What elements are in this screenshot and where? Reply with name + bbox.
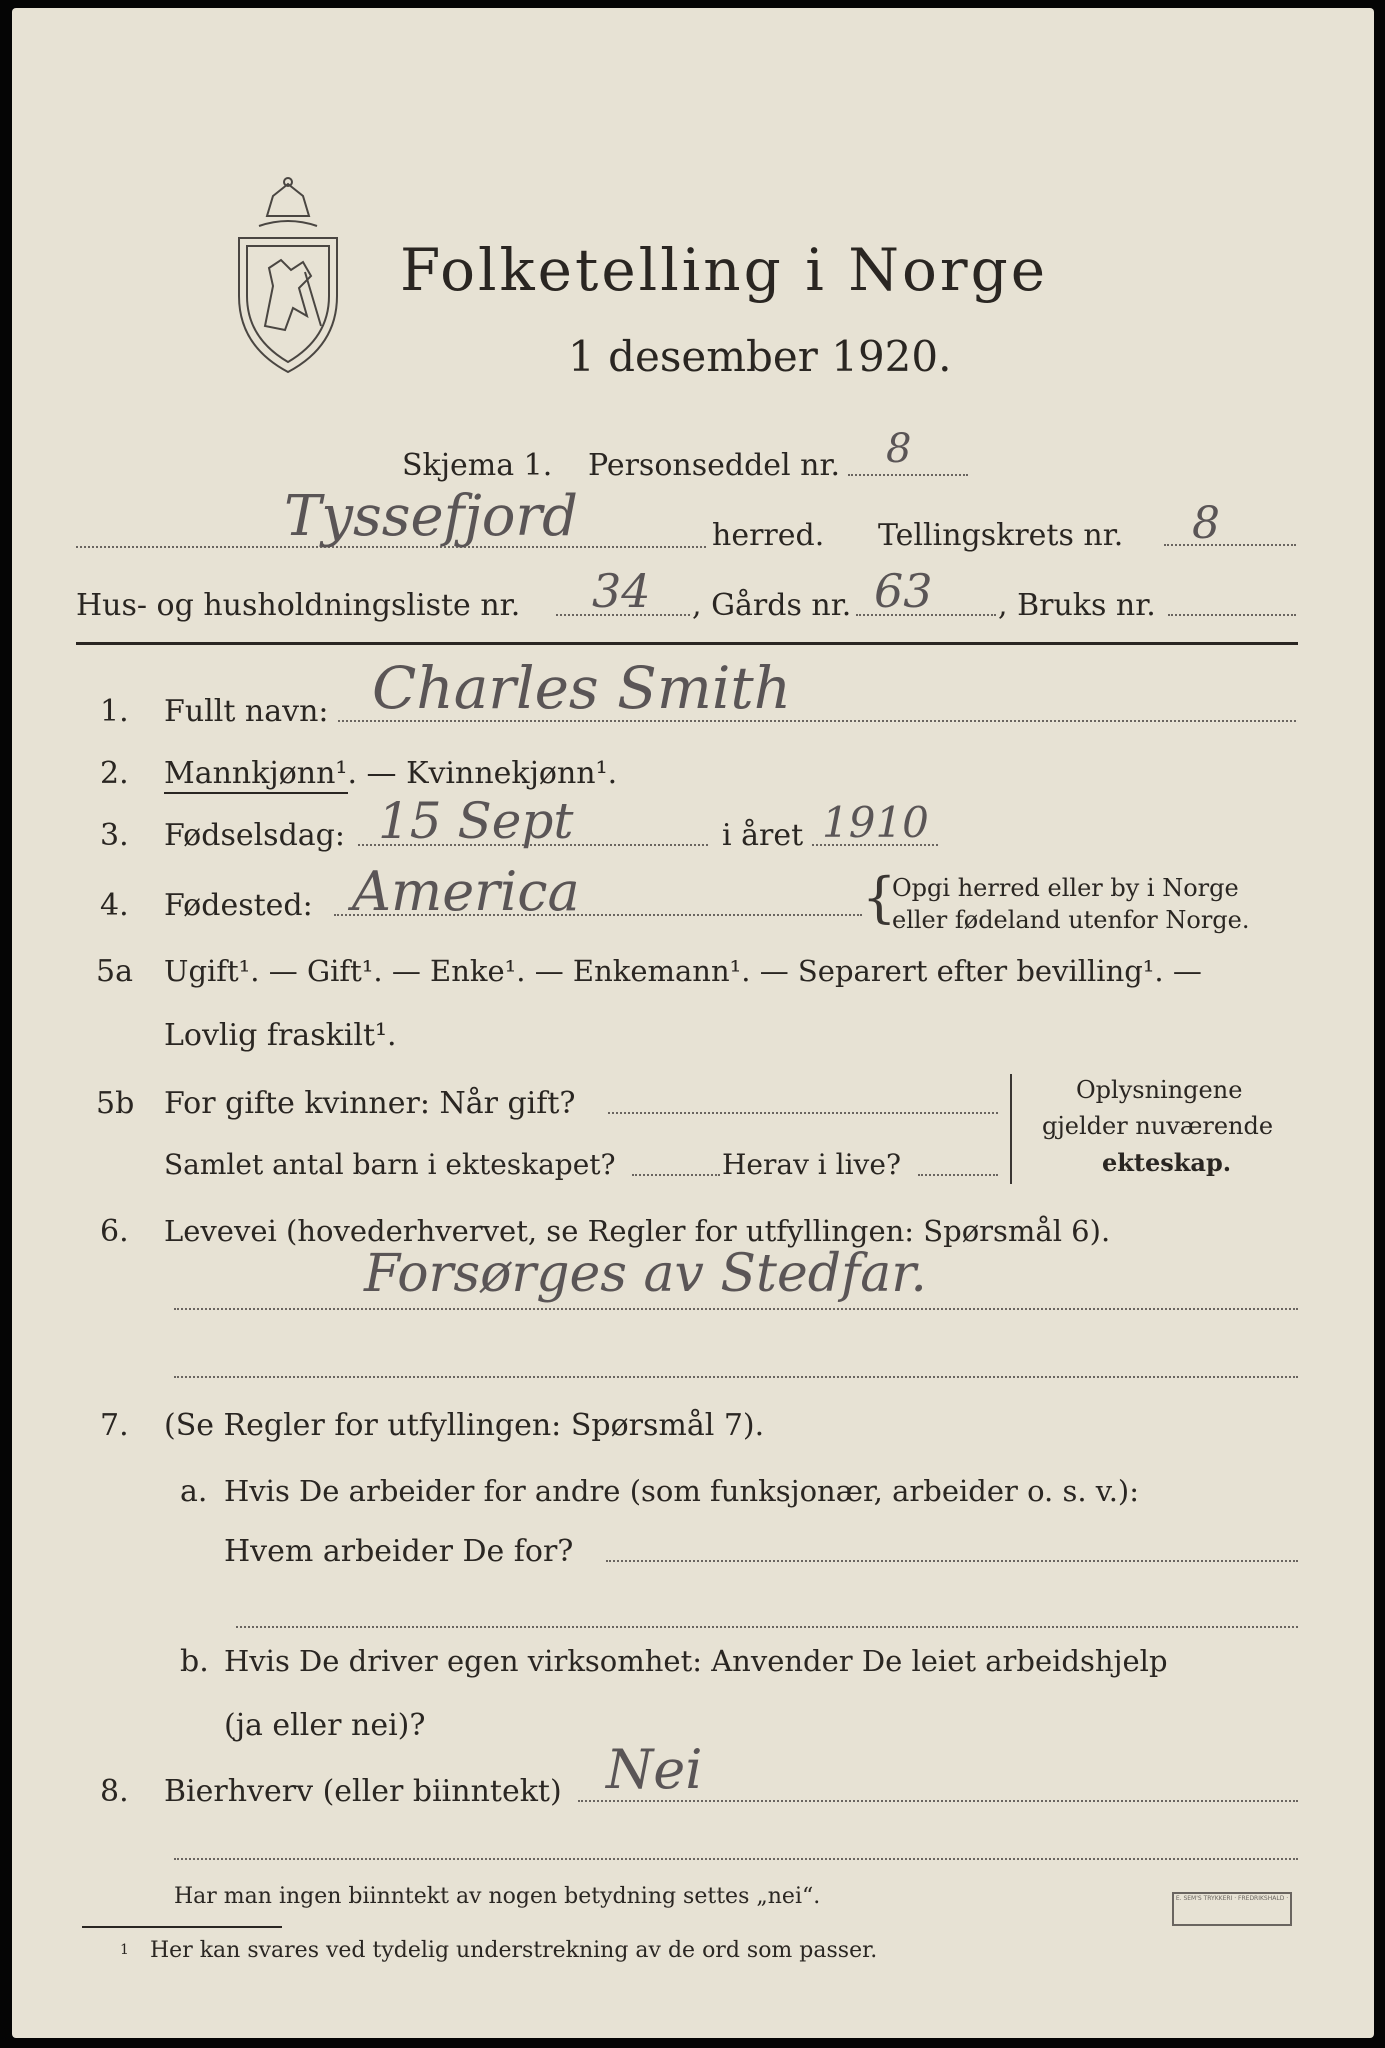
q2-number: 2. [100, 756, 129, 791]
footer-note: Har man ingen biinntekt av nogen betydning settes „nei“. [174, 1884, 821, 1909]
q4-note-line2: eller fødeland utenfor Norge. [892, 906, 1250, 934]
form-title: Folketelling i Norge [400, 236, 1049, 304]
gards-value: 63 [874, 564, 933, 618]
q5a-line2: Lovlig fraskilt¹. [164, 1018, 397, 1053]
q2-underline [164, 792, 348, 794]
q5b-alive-line [918, 1174, 998, 1176]
q5b-label1: For gifte kvinner: Når gift? [164, 1086, 576, 1121]
q5b-married-line [608, 1112, 998, 1114]
q7a-line2 [236, 1626, 1298, 1628]
gards-label: , Gårds nr. [692, 588, 852, 623]
q3-value: 15 Sept [378, 792, 574, 850]
q8-line2 [174, 1858, 1298, 1860]
q5b-bracket [1010, 1074, 1012, 1184]
q7a-number: a. [180, 1474, 208, 1509]
q5b-children-line [632, 1174, 720, 1176]
q3-number: 3. [100, 818, 129, 853]
footnote-divider [82, 1926, 282, 1928]
q5a-number: 5a [96, 954, 133, 989]
form-date: 1 desember 1920. [568, 332, 952, 381]
q7a-line1 [606, 1560, 1298, 1562]
census-form [12, 8, 1374, 2038]
q7b-label2: (ja eller nei)? [224, 1708, 426, 1743]
q5b-note-line1: Oplysningene [1076, 1076, 1243, 1104]
q8-label: Bierhverv (eller biinntekt) [164, 1774, 562, 1809]
q8-number: 8. [100, 1774, 129, 1809]
hus-label: Hus- og husholdningsliste nr. [76, 588, 521, 623]
q6-number: 6. [100, 1214, 129, 1249]
q5b-note-line3: ekteskap. [1102, 1148, 1232, 1177]
q1-label: Fullt navn: [164, 694, 329, 729]
q7a-label2: Hvem arbeider De for? [224, 1534, 574, 1569]
header-divider [76, 642, 1298, 645]
q7-label: (Se Regler for utfyllingen: Spørsmål 7). [164, 1408, 765, 1443]
q1-value: Charles Smith [372, 654, 792, 722]
q6-label: Levevei (hovederhvervet, se Regler for utfyllingen: Spørsmål 6). [164, 1214, 1111, 1248]
q4-brace: { [862, 866, 897, 929]
coat-of-arms-icon [229, 176, 347, 376]
tellingskrets-line [1164, 544, 1296, 546]
q5b-number: 5b [96, 1086, 135, 1121]
q4-number: 4. [100, 888, 129, 923]
q5b-note-line2: gjelder nuværende [1042, 1112, 1274, 1140]
personseddel-label: Personseddel nr. [588, 448, 841, 483]
q3-label: Fødselsdag: [164, 818, 345, 853]
q7-number: 7. [100, 1408, 129, 1443]
herred-value: Tyssefjord [284, 484, 579, 549]
bruks-line [1168, 614, 1296, 616]
hus-value: 34 [592, 564, 651, 618]
personseddel-value: 8 [886, 426, 912, 472]
q5b-label3: Herav i live? [722, 1148, 901, 1181]
q7b-number: b. [180, 1644, 209, 1679]
q6-value: Forsørges av Stedfar. [364, 1244, 927, 1304]
q4-label: Fødested: [164, 888, 313, 923]
q4-note-line1: Opgi herred eller by i Norge [892, 874, 1239, 902]
q2-label: Mannkjønn¹. — Kvinnekjønn¹. [164, 756, 618, 791]
printer-stamp: E. SEM'S TRYKKERI · FREDRIKSHALD · [1172, 1892, 1292, 1926]
q7a-label: Hvis De arbeider for andre (som funksjonær, arbeider o. s. v.): [224, 1474, 1140, 1508]
q1-number: 1. [100, 694, 129, 729]
footnote-text: Her kan svares ved tydelig understrekning av de ord som passer. [150, 1938, 878, 1963]
q5b-label2: Samlet antal barn i ekteskapet? [164, 1148, 616, 1181]
q7b-label: Hvis De driver egen virksomhet: Anvender De leiet arbeidshjelp [224, 1644, 1168, 1678]
bruks-label: , Bruks nr. [998, 588, 1156, 623]
tellingskrets-value: 8 [1192, 498, 1220, 549]
q3-year-value: 1910 [822, 798, 929, 847]
footnote-mark: 1 [120, 1942, 129, 1958]
q8-value: Nei [606, 1738, 703, 1801]
herred-label: herred. [712, 518, 825, 553]
tellingskrets-label: Tellingskrets nr. [878, 518, 1124, 553]
q4-value: America [352, 860, 580, 923]
q6-line2 [174, 1376, 1298, 1378]
q6-line1 [174, 1308, 1298, 1310]
personseddel-line [848, 474, 968, 476]
q3-year-label: i året [722, 818, 804, 853]
q5a-line1: Ugift¹. — Gift¹. — Enke¹. — Enkemann¹. — Separert efter bevilling¹. — [164, 954, 1202, 988]
skjema-label: Skjema 1. [402, 448, 553, 483]
